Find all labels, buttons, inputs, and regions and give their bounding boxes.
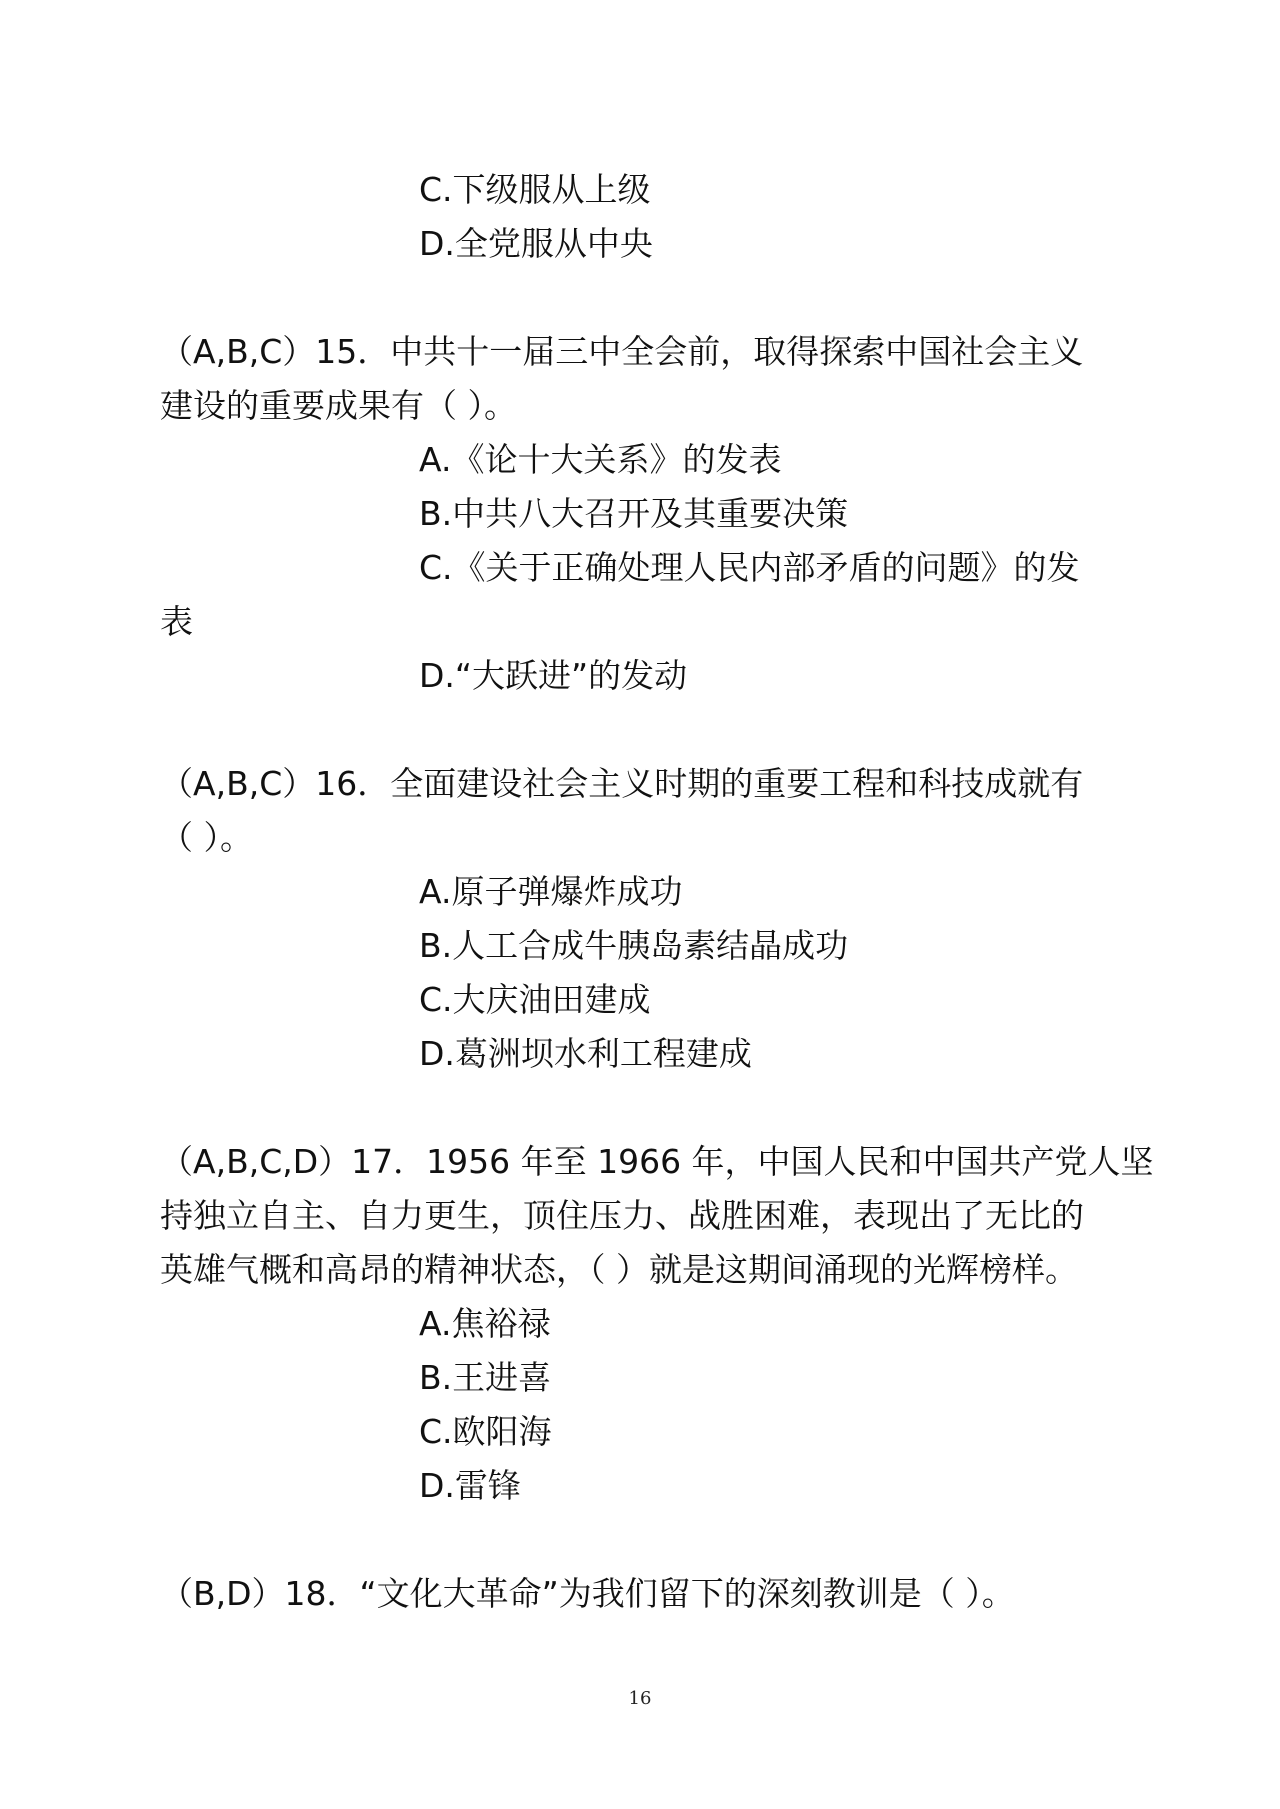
question-15-option-c: C.《关于正确处理人民内部矛盾的问题》的发 xyxy=(419,548,1080,587)
question-16-option-c: C.大庆油田建成 xyxy=(419,980,651,1019)
question-16-option-d: D.葛洲坝水利工程建成 xyxy=(419,1034,752,1073)
question-15-stem-cont: 建设的重要成果有（ ）。 xyxy=(160,386,517,425)
question-17-stem-cont-1: 持独立自主、自力更生，顶住压力、战胜困难，表现出了无比的 xyxy=(160,1196,1084,1235)
question-17-stem-cont-2: 英雄气概和高昂的精神状态，（ ）就是这期间涌现的光辉榜样。 xyxy=(160,1250,1078,1289)
option-c: C.下级服从上级 xyxy=(419,170,651,209)
question-16-stem-cont: （ ）。 xyxy=(160,818,253,857)
question-15-option-b: B.中共八大召开及其重要决策 xyxy=(419,494,849,533)
question-15-option-c-wrap: 表 xyxy=(160,602,193,641)
option-d: D.全党服从中央 xyxy=(419,224,653,263)
question-17-option-d: D.雷锋 xyxy=(419,1466,521,1505)
question-17-stem: （A,B,C,D）17．1956 年至 1966 年，中国人民和中国共产党人坚 xyxy=(160,1142,1154,1181)
question-17-option-a: A.焦裕禄 xyxy=(419,1304,551,1343)
question-16-option-b: B.人工合成牛胰岛素结晶成功 xyxy=(419,926,849,965)
question-15-stem: （A,B,C）15．中共十一届三中全会前，取得探索中国社会主义 xyxy=(160,332,1084,371)
question-16-option-a: A.原子弹爆炸成功 xyxy=(419,872,683,911)
question-17-option-b: B.王进喜 xyxy=(419,1358,552,1397)
question-15-option-a: A.《论十大关系》的发表 xyxy=(419,440,782,479)
question-17-option-c: C.欧阳海 xyxy=(419,1412,552,1451)
question-15-option-d: D.“大跃进”的发动 xyxy=(419,656,688,695)
page-number: 16 xyxy=(628,1688,652,1709)
question-18-stem: （B,D）18．“文化大革命”为我们留下的深刻教训是（ ）。 xyxy=(160,1574,1015,1613)
question-16-stem: （A,B,C）16．全面建设社会主义时期的重要工程和科技成就有 xyxy=(160,764,1084,803)
